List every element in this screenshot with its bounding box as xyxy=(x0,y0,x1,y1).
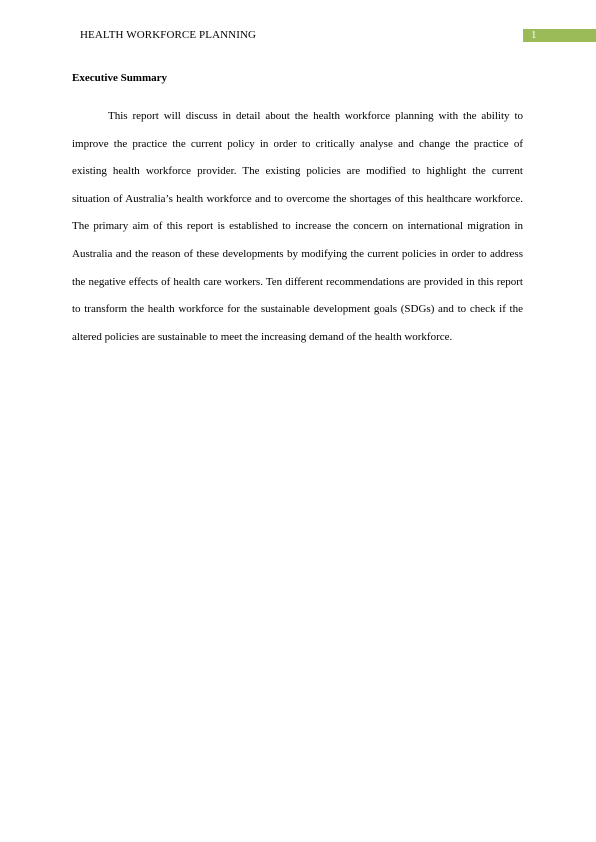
page-number-badge xyxy=(523,29,596,42)
page-number: 1 xyxy=(531,29,537,41)
executive-summary-paragraph: This report will discuss in detail about the health workforce planning with the ability to improve the practice the current policy in order to critically analyse and change the practice of existing health workforce provider. The existing policies are modified to highlight the current situation of Australia’s health workforce and to overcome the shortages of this healthcare workforce. The primary aim of this report is established to increase the concern on international migration in Australia and the reason of these developments by modifying the current policies in order to address the negative effects of health care workers. Ten different recommendations are provided in this report to transform the health workforce for the sustainable development goals (SDGs) and to check if the altered policies are sustainable to meet the increasing demand of the health workforce. xyxy=(72,110,523,343)
running-header-title: HEALTH WORKFORCE PLANNING xyxy=(80,29,257,41)
section-heading: Executive Summary xyxy=(72,72,168,84)
